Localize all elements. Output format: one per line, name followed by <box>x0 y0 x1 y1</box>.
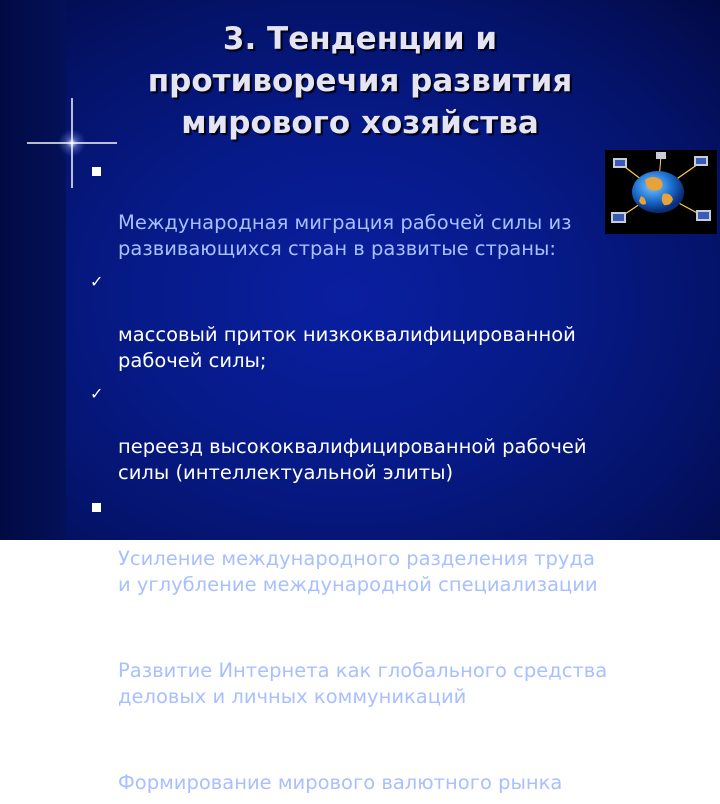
square-bullet-icon <box>90 606 112 632</box>
sub-bullet-item-high-skilled <box>90 382 670 486</box>
bullet-text: переезд высококвалифицированной рабочей силы (интеллектуальной элиты) <box>118 435 587 484</box>
bullet-item-labor-migration <box>90 158 670 262</box>
bullet-text: массовый приток низкоквалифицированной рабочей силы; <box>118 323 576 372</box>
square-bullet-icon <box>90 718 112 744</box>
bullet-item-division-of-labor <box>90 494 670 598</box>
checkmark-bullet-icon <box>90 382 112 408</box>
slide-title: 3. Тенденции и противоречия развития мирового хозяйства <box>147 21 573 141</box>
sub-bullet-item-low-skilled <box>90 270 670 374</box>
bullet-text: Формирование мирового валютного рынка <box>118 771 563 794</box>
bullet-text: Развитие Интернета как глобального средства деловых и личных коммуникаций <box>118 659 608 708</box>
bullet-text: Международная миграция рабочей силы из развивающихся стран в развитые страны: <box>118 211 572 260</box>
bullet-item-currency-market <box>90 718 670 796</box>
checkmark-bullet-icon <box>90 270 112 296</box>
bullet-list <box>90 158 670 804</box>
bullet-text: Усиление международного разделения труда и углубление международной специализации <box>118 547 598 596</box>
square-bullet-icon <box>90 494 112 520</box>
bullet-item-internet <box>90 606 670 710</box>
left-dark-stripe <box>0 0 66 540</box>
square-bullet-icon <box>90 158 112 184</box>
